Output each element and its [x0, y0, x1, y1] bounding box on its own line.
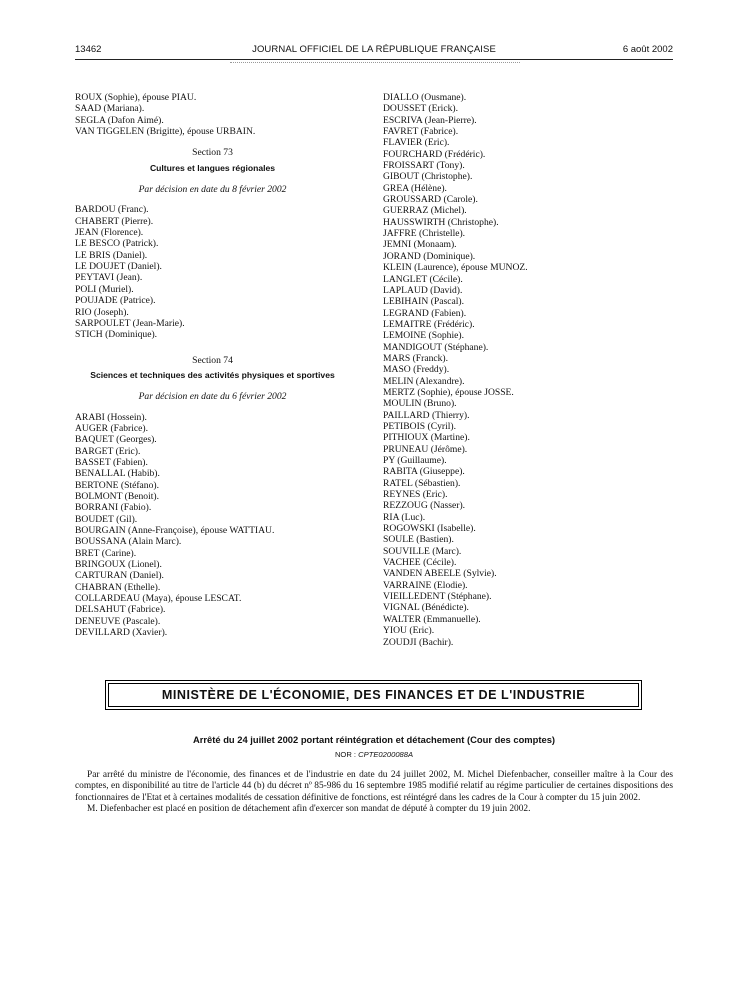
name-entry: LEBIHAIN (Pascal). — [383, 296, 464, 308]
issue-date: 6 août 2002 — [622, 44, 673, 55]
name-entry: DOUSSET (Erick). — [383, 103, 458, 115]
right-name-list — [383, 92, 673, 648]
name-entry: FROISSART (Tony). — [383, 160, 465, 172]
name-entry: BENALLAL (Habib). — [75, 468, 160, 480]
section-74-decision: Par décision en date du 6 février 2002 — [138, 391, 287, 403]
nor-line — [75, 750, 673, 759]
section-73-heading: Cultures et langues régionales — [149, 162, 276, 173]
name-entry: PETIBOIS (Cyril). — [383, 420, 457, 432]
name-entry: REZZOUG (Nasser). — [383, 500, 466, 512]
name-entry: VARRAINE (Elodie). — [383, 579, 468, 591]
name-entry: VIGNAL (Bénédicte). — [383, 602, 469, 614]
name-entry: LEMAITRE (Frédéric). — [383, 318, 475, 330]
name-entry: PEYTAVI (Jean). — [75, 272, 143, 284]
left-column — [75, 92, 350, 638]
arrete-body — [75, 770, 673, 816]
name-entry: BERTONE (Stéfano). — [75, 479, 159, 491]
name-entry: GUERRAZ (Michel). — [383, 205, 467, 217]
name-entry: LE BESCO (Patrick). — [75, 238, 159, 250]
name-entry: ARABI (Hossein). — [75, 411, 147, 423]
section-73-names — [75, 204, 350, 340]
name-entry: POUJADE (Patrice). — [75, 295, 156, 307]
section-74-heading: Sciences et techniques des activités physiques et sportives — [90, 369, 335, 380]
name-entry: PY (Guillaume). — [383, 455, 447, 466]
name-entry: SOULE (Bastien). — [383, 534, 454, 546]
name-entry: AUGER (Fabrice). — [75, 422, 148, 434]
name-entry: WALTER (Emmanuelle). — [383, 613, 481, 625]
name-entry: PRUNEAU (Jérôme). — [383, 443, 468, 455]
section-73-decision: Par décision en date du 8 février 2002 — [138, 184, 287, 196]
nor-label: NOR : — [334, 750, 357, 759]
name-entry: MERTZ (Sophie), épouse JOSSE. — [383, 386, 514, 398]
name-entry: VIEILLEDENT (Stéphane). — [383, 591, 492, 603]
section-73-title: Section 73 — [192, 147, 233, 159]
name-entry: RABITA (Giuseppe). — [383, 466, 465, 478]
name-entry: JORAND (Dominique). — [383, 250, 476, 262]
name-entry: LEMOINE (Sophie). — [383, 330, 464, 342]
name-entry: BOLMONT (Benoit). — [75, 490, 160, 502]
name-entry: FLAVIER (Eric). — [383, 137, 450, 149]
name-entry: ESCRIVA (Jean-Pierre). — [383, 114, 477, 126]
name-entry: MARS (Franck). — [383, 352, 449, 364]
name-entry: YIOU (Eric). — [383, 625, 435, 637]
name-entry: VANDEN ABEELE (Sylvie). — [383, 568, 497, 580]
name-entry: VAN TIGGELEN (Brigitte), épouse URBAIN. — [75, 126, 256, 138]
name-entry: ROGOWSKI (Isabelle). — [383, 523, 476, 535]
name-entry: BRINGOUX (Lionel). — [75, 559, 162, 571]
name-entry: VACHEE (Cécile). — [383, 557, 457, 569]
header-rule — [75, 59, 673, 60]
name-entry: BOUSSANA (Alain Marc). — [75, 536, 182, 548]
name-entry: BOUDET (Gil). — [75, 513, 138, 525]
name-entry: CHABERT (Pierre). — [75, 215, 154, 227]
name-entry: FOURCHARD (Frédéric). — [383, 148, 486, 160]
name-entry: REYNES (Eric). — [383, 489, 448, 501]
name-entry: MANDIGOUT (Stéphane). — [383, 341, 489, 353]
name-entry: BRET (Carine). — [75, 547, 137, 559]
name-entry: PAILLARD (Thierry). — [383, 409, 470, 421]
ministry-banner — [108, 683, 639, 707]
name-entry: BARGET (Eric). — [75, 445, 141, 457]
name-entry: CARTURAN (Daniel). — [75, 570, 164, 582]
name-entry: DELSAHUT (Fabrice). — [75, 604, 166, 616]
name-entry: BORRANI (Fabio). — [75, 502, 152, 514]
name-entry: POLI (Muriel). — [75, 283, 134, 295]
name-entry: LAPLAUD (David). — [383, 284, 463, 296]
name-entry: BASSET (Fabien). — [75, 456, 148, 468]
name-entry: JEMNI (Monaam). — [383, 239, 457, 251]
name-entry: HAUSSWIRTH (Christophe). — [383, 216, 499, 228]
name-list-continued — [75, 92, 350, 137]
name-entry: SAAD (Mariana). — [75, 103, 145, 115]
name-entry: LE BRIS (Daniel). — [75, 249, 148, 261]
name-entry: GIBOUT (Christophe). — [383, 171, 473, 183]
name-entry: RATEL (Sébastien). — [383, 477, 461, 489]
section-74-names — [75, 412, 350, 639]
name-entry: SOUVILLE (Marc). — [383, 545, 462, 557]
name-entry: LE DOUJET (Daniel). — [75, 261, 162, 273]
name-entry: COLLARDEAU (Maya), épouse LESCAT. — [75, 593, 242, 605]
name-entry: ZOUDJI (Bachir). — [383, 636, 454, 648]
name-entry: RIA (Luc). — [383, 511, 426, 523]
name-entry: JEAN (Florence). — [75, 227, 144, 239]
ministry-banner-text: MINISTÈRE DE L'ÉCONOMIE, DES FINANCES ET DE L'INDUSTRIE — [161, 688, 586, 702]
name-entry: STICH (Dominique). — [75, 329, 158, 341]
name-entry: RIO (Joseph). — [75, 306, 129, 318]
name-entry: BOURGAIN (Anne-Françoise), épouse WATTIAU. — [75, 525, 275, 536]
page-number: 13462 — [75, 44, 102, 55]
name-entry: FAVRET (Fabrice). — [383, 126, 459, 138]
name-entry: DIALLO (Ousmane). — [383, 92, 467, 103]
arrete-paragraph: M. Diefenbacher est placé en position de détachement afin d'exercer son mandat de député à compter du 19 juin 2002. — [87, 804, 531, 815]
name-entry: LANGLET (Cécile). — [383, 273, 463, 285]
name-entry: MOULIN (Bruno). — [383, 398, 457, 410]
journal-title: JOURNAL OFFICIEL DE LA RÉPUBLIQUE FRANÇAISE — [252, 44, 496, 55]
name-entry: PITHIOUX (Martine). — [383, 432, 470, 444]
name-entry: DEVILLARD (Xavier). — [75, 627, 168, 639]
header-subrule — [230, 62, 520, 63]
name-entry: BARDOU (Franc). — [75, 204, 149, 216]
nor-code: CPTE0200088A — [358, 750, 414, 759]
name-entry: SEGLA (Dafon Aimé). — [75, 114, 164, 126]
arrete-paragraph: Par arrêté du ministre de l'économie, des finances et de l'industrie en date du 24 juillet 2002, M. Michel Diefenbacher, conseiller maître à la Cour des comptes, en disponibilité au titre de l'article 44 (b) du décret nº 85-986 du 16 septembre 1985 modifié relatif au régime particulier de certaines dispositions des fonctionnaires de l'Etat et à certaines modalités de cessation définitive de fonctions, est réintégré dans les cadres de la Cour à compter du 15 juin 2002. — [75, 770, 673, 803]
name-entry: JAFFRE (Christelle). — [383, 228, 466, 240]
name-entry: DENEUVE (Pascale). — [75, 615, 161, 627]
name-entry: BAQUET (Georges). — [75, 434, 157, 446]
name-entry: LEGRAND (Fabien). — [383, 307, 467, 319]
arrete-title: Arrêté du 24 juillet 2002 portant réintégration et détachement (Cour des comptes) — [192, 734, 556, 745]
section-74-title: Section 74 — [192, 354, 233, 366]
name-entry: KLEIN (Laurence), épouse MUNOZ. — [383, 262, 528, 274]
name-entry: ROUX (Sophie), épouse PIAU. — [75, 92, 197, 103]
name-entry: SARPOULET (Jean-Marie). — [75, 317, 185, 329]
name-entry: GROUSSARD (Carole). — [383, 194, 478, 206]
name-entry: CHABRAN (Ethelle). — [75, 581, 161, 593]
name-entry: MASO (Freddy). — [383, 364, 450, 376]
name-entry: GREA (Hélène). — [383, 182, 447, 194]
right-column — [383, 92, 673, 648]
name-entry: MELIN (Alexandre). — [383, 375, 465, 387]
